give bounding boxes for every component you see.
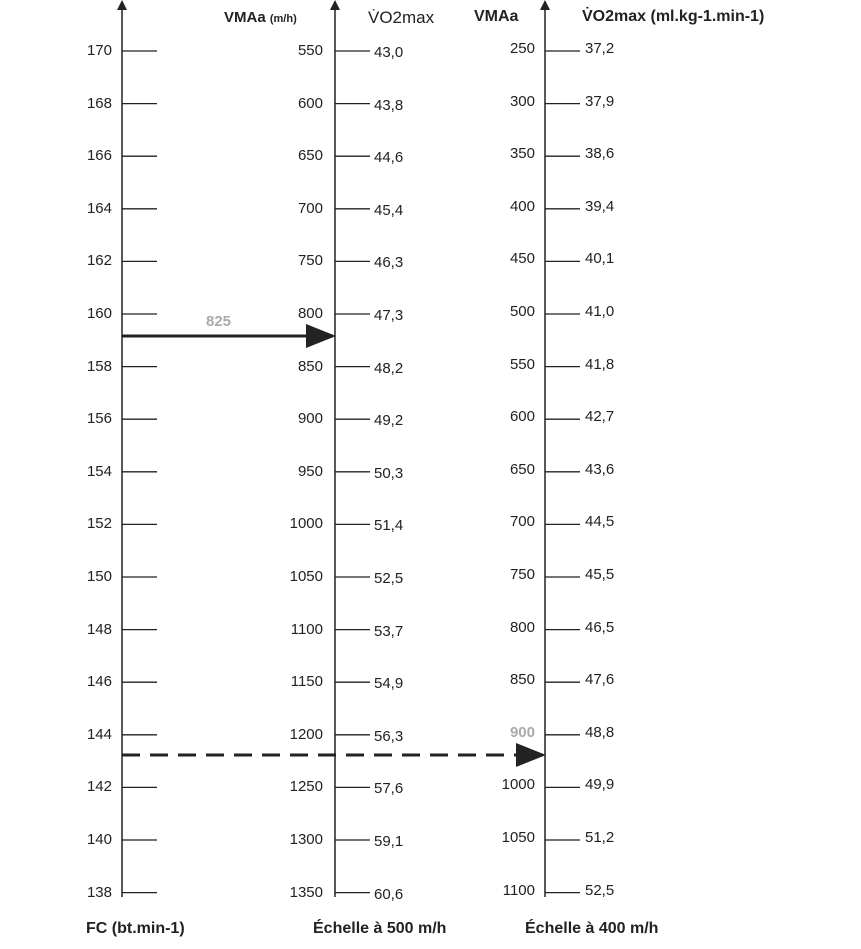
vo2-400-tick-label: 40,1	[585, 250, 615, 268]
fc-tick-label: 154	[86, 462, 112, 480]
vmaa-400-tick-label: 800	[509, 618, 535, 636]
vo2-400-tick-label: 37,2	[585, 40, 615, 57]
fc-tick-label: 170	[86, 42, 112, 59]
fc-tick-label: 156	[86, 410, 112, 428]
vo2-400-tick-label: 37,9	[585, 92, 615, 110]
vmaa-500-tick-label: 1050	[289, 568, 323, 585]
fc-tick-label: 168	[86, 94, 112, 112]
vmaa-500-tick-label: 550	[297, 42, 323, 59]
fc-tick-label: 166	[86, 147, 112, 165]
vo2-500-tick-label: 59,1	[374, 833, 404, 850]
vo2-500-tick-label: 49,2	[374, 412, 404, 430]
fc-tick-label: 140	[86, 831, 112, 848]
vmaa-400-tick-label: 300	[509, 92, 535, 110]
fc-tick-label: 152	[86, 515, 112, 533]
vmaa-500-tick-label: 1300	[289, 831, 323, 848]
vmaa-500-tick-label: 700	[297, 199, 323, 217]
vo2-500-tick-label: 43,0	[374, 44, 404, 61]
fc-tick-label: 148	[86, 620, 112, 638]
fc-tick-label: 144	[86, 725, 112, 743]
vmaa-500-tick-label: 1000	[289, 515, 323, 533]
vmaa-400-tick-label: 600	[509, 408, 535, 426]
vo2-400-tick-label: 47,6	[585, 671, 615, 689]
vo2-400-tick-label: 38,6	[585, 145, 615, 163]
vo2-500-tick-label: 56,3	[374, 727, 404, 745]
fc-tick-label: 150	[86, 568, 112, 585]
header-vmaa-500-unit: (m/h)	[269, 13, 297, 25]
vo2-400-tick-label: 49,9	[585, 776, 615, 794]
vo2-400-tick-label: 43,6	[585, 460, 615, 478]
header-vmaa-500-text: VMAa	[224, 9, 266, 26]
vmaa-500-tick-label: 1150	[290, 673, 323, 691]
vmaa-400-tick-label: 700	[509, 513, 535, 531]
header-vmaa-400	[474, 8, 518, 26]
fc-tick-label: 160	[86, 305, 112, 322]
vmaa-500-tick-label: 1250	[289, 778, 323, 796]
vmaa-400-tick-label: 550	[509, 355, 535, 373]
scale-400-axis-arrow	[540, 0, 550, 10]
vo2-500-tick-label: 48,2	[374, 359, 404, 377]
vmaa-500-tick-label: 600	[297, 94, 323, 112]
fc-tick-label: 138	[86, 883, 112, 901]
vmaa-400-tick-label: 500	[509, 303, 535, 320]
vo2-500-tick-label: 43,8	[374, 96, 404, 114]
vmaa-400-tick-label: 750	[509, 566, 535, 583]
vo2-500-tick-label: 44,6	[374, 149, 404, 167]
vmaa-400-tick-label: 250	[509, 40, 535, 57]
vo2-500-tick-label: 57,6	[374, 780, 404, 798]
vmaa-500-tick-label: 1350	[289, 883, 323, 901]
vmaa-500-tick-label: 900	[297, 410, 323, 428]
vmaa-400-tick-label: 450	[509, 250, 535, 268]
vo2-500-tick-label: 50,3	[374, 464, 404, 482]
header-vo2-500-text: V̇O2max	[368, 8, 435, 27]
vmaa-400-tick-label: 1100	[502, 881, 535, 899]
vo2-500-tick-label: 45,4	[374, 201, 404, 219]
vmaa-400-tick-label: 350	[509, 145, 535, 163]
fc-tick-label: 164	[86, 199, 112, 217]
header-vmaa-500	[224, 9, 297, 26]
footer-fc: FC (bt.min-1)	[86, 920, 185, 937]
vmaa-400-tick-label: 650	[509, 460, 535, 478]
vmaa-500-tick-label: 800	[297, 305, 323, 322]
example-solid-label: 825	[206, 313, 232, 330]
vmaa-500-tick-label: 1100	[290, 620, 323, 638]
vo2-500-tick-label: 60,6	[374, 885, 404, 903]
vmaa-400-tick-label: 900	[509, 723, 535, 741]
vo2-500-tick-label: 47,3	[374, 307, 404, 324]
scale-500-axis-arrow	[330, 0, 340, 10]
vmaa-500-tick-label: 850	[297, 357, 323, 375]
footer-scale-500: Échelle à 500 m/h	[313, 920, 447, 937]
vo2-500-tick-label: 53,7	[374, 622, 404, 640]
vmaa-500-tick-label: 750	[297, 252, 323, 270]
vmaa-400-tick-label: 1050	[501, 829, 535, 846]
vo2-400-tick-label: 39,4	[585, 197, 615, 215]
vo2-400-tick-label: 52,5	[585, 881, 615, 899]
fc-tick-label: 146	[86, 673, 112, 691]
vmaa-400-tick-label: 850	[509, 671, 535, 689]
vmaa-500-tick-label: 650	[297, 147, 323, 165]
fc-tick-label: 158	[86, 357, 112, 375]
vmaa-400-tick-label: 400	[509, 197, 535, 215]
vo2-400-tick-label: 41,0	[585, 303, 615, 320]
vmaa-400-tick-label: 1000	[501, 776, 535, 794]
fc-tick-label: 162	[86, 252, 112, 270]
vo2-400-tick-label: 41,8	[585, 355, 615, 373]
vo2-500-tick-label: 54,9	[374, 675, 404, 693]
header-vo2-400-text: V̇O2max (ml.kg-1.min-1)	[582, 8, 765, 25]
vo2-500-tick-label: 51,4	[374, 517, 404, 535]
vmaa-500-tick-label: 1200	[289, 725, 323, 743]
vo2-400-tick-label: 42,7	[585, 408, 615, 426]
vo2-400-tick-label: 45,5	[585, 566, 615, 583]
vo2-500-tick-label: 52,5	[374, 570, 404, 587]
fc-tick-label: 142	[86, 778, 112, 796]
footer-scale-400: Échelle à 400 m/h	[525, 920, 659, 937]
vo2-400-tick-label: 51,2	[585, 829, 615, 846]
vo2-500-tick-label: 46,3	[374, 254, 404, 272]
header-vo2-500	[368, 8, 434, 28]
fc-axis-arrow	[117, 0, 127, 10]
header-vmaa-400-text: VMAa	[474, 8, 519, 25]
vmaa-500-tick-label: 950	[297, 462, 323, 480]
vo2-400-tick-label: 48,8	[585, 723, 615, 741]
vo2-400-tick-label: 44,5	[585, 513, 615, 531]
header-vo2-400	[582, 8, 764, 26]
vo2-400-tick-label: 46,5	[585, 618, 615, 636]
